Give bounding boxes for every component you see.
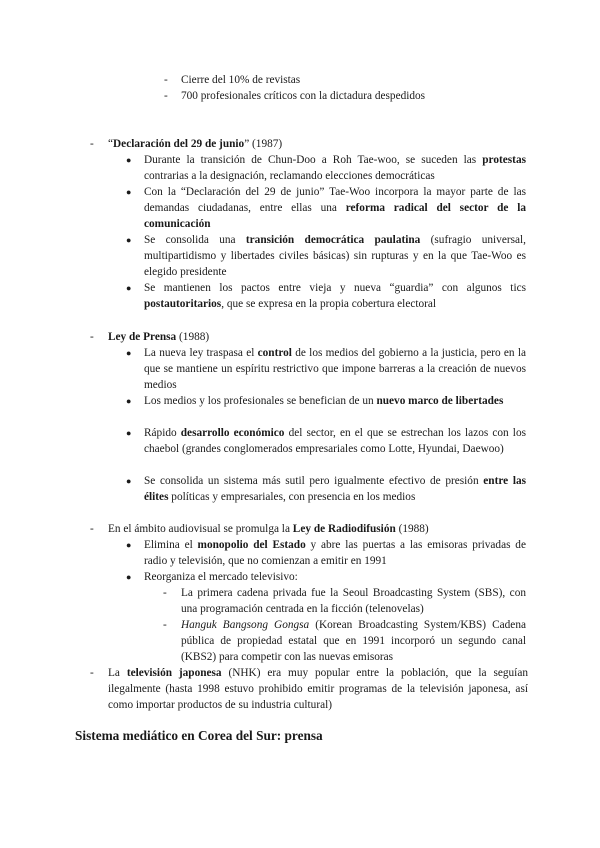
list-item — [126, 425, 526, 473]
sub-list-item — [163, 585, 528, 617]
list-item — [164, 72, 464, 88]
bullet-dot: ● — [126, 476, 132, 486]
section-year: (1988) — [176, 331, 210, 343]
list-item-text: Se consolida un sistema más sutil pero igualmente efectivo de presión entre las élites políticas y empresariales, con presencia en los medios — [144, 475, 527, 503]
list-item-text: Hanguk Bangsong Gongsa (Korean Broadcasting System/KBS) Cadena pública de propiedad estatal que en 1991 incorporó un segundo canal (KBS2) para competir con las nuevas emisoras — [181, 619, 526, 663]
bullet-dot: ● — [126, 540, 132, 550]
section-year: (1987) — [249, 138, 283, 150]
section-title: En el ámbito audiovisual se promulga la Ley de Radiodifusión (1988) — [108, 523, 429, 535]
list-item-text: La primera cadena privada fue la Seoul Broadcasting System (SBS), con una programación centrada en la ficción (telenovelas) — [181, 587, 526, 615]
section-heading: Sistema mediático en Corea del Sur: prensa — [75, 728, 323, 743]
list-item — [126, 473, 526, 505]
list-item-text: Los medios y los profesionales se benefician de un nuevo marco de libertades — [144, 395, 504, 407]
list-item-text: Cierre del 10% de revistas — [181, 74, 301, 86]
list-item-text: La nueva ley traspasa el control de los medios del gobierno a la justicia, pero en la que se mantiene un espíritu restrictivo que impone barreras a la creación de nuevos medios — [144, 347, 526, 391]
bullet-dot: ● — [126, 235, 132, 245]
quote-mark: “ — [108, 138, 114, 150]
list-item — [164, 88, 484, 104]
dash-marker: - — [164, 90, 168, 102]
section-title — [108, 329, 528, 345]
dash-marker: - — [90, 138, 94, 150]
dash-marker: - — [164, 74, 168, 86]
list-item-text: Elimina el monopolio del Estado y abre las puertas a las emisoras privadas de radio y televisión, que no comienzan a emitir en 1991 — [144, 539, 526, 567]
bullet-dot: ● — [126, 396, 132, 406]
list-item-text: Se consolida una transición democrática paulatina (sufragio universal, multipartidismo y libertades civiles básicas) sin rupturas y en la que Tae-Woo es elegido presidente — [144, 234, 526, 278]
dash-marker: - — [163, 619, 167, 631]
list-item — [126, 184, 526, 232]
list-item-text: Rápido desarrollo económico del sector, en el que se estrechan los lazos con los chaebol (grandes conglomerados empresariales como Lotte, Hyundai, Daewoo) — [144, 427, 526, 455]
bullet-dot: ● — [126, 283, 132, 293]
list-item — [126, 345, 526, 393]
bullet-dot: ● — [126, 348, 132, 358]
bullet-dot: ● — [126, 572, 132, 582]
dash-marker: - — [90, 667, 94, 679]
section-title-bold: Ley de Prensa — [108, 331, 177, 343]
list-item-text: Reorganiza el mercado televisivo: — [144, 571, 298, 583]
section-tv-japonesa — [90, 665, 530, 713]
list-item — [126, 569, 526, 585]
section-declaracion — [90, 136, 530, 152]
list-item — [126, 280, 526, 312]
bullet-dot: ● — [126, 187, 132, 197]
dash-marker: - — [90, 523, 94, 535]
list-item-text: Durante la transición de Chun-Doo a Roh Tae-woo, se suceden las protestas contrarias a la designación, reclamando elecciones democráticas — [144, 154, 526, 182]
list-item-text: Se mantienen los pactos entre vieja y nueva “guardia” con algunos tics postautoritarios, que se expresa en la propia cobertura electoral — [144, 282, 526, 310]
bullet-dot: ● — [126, 428, 132, 438]
list-item-text: 700 profesionales críticos con la dictadura despedidos — [181, 90, 426, 102]
section-title-bold: Declaración del 29 de junio — [113, 138, 245, 150]
list-item — [126, 232, 526, 280]
bullet-dot: ● — [126, 155, 132, 165]
section-ley-prensa — [90, 329, 530, 345]
dash-marker: - — [163, 587, 167, 599]
quote-mark: ” — [244, 138, 250, 150]
list-item-text: Con la “Declaración del 29 de junio” Tae-Woo incorpora la mayor parte de las demandas ciudadanas, entre ellas una reforma radical del sector de la comunicación — [144, 186, 526, 230]
section-title — [108, 136, 528, 152]
sub-list-item — [163, 617, 528, 665]
list-item — [126, 393, 526, 425]
section-audiovisual — [90, 521, 530, 537]
dash-marker: - — [90, 331, 94, 343]
list-item — [126, 152, 526, 184]
list-item — [126, 537, 526, 569]
list-item-text: La televisión japonesa (NHK) era muy popular entre la población, que la seguían ilegalmente (hasta 1998 estuvo prohibido emitir programas de la televisión japonesa, así como importar productos de su industria cultural) — [108, 667, 528, 711]
